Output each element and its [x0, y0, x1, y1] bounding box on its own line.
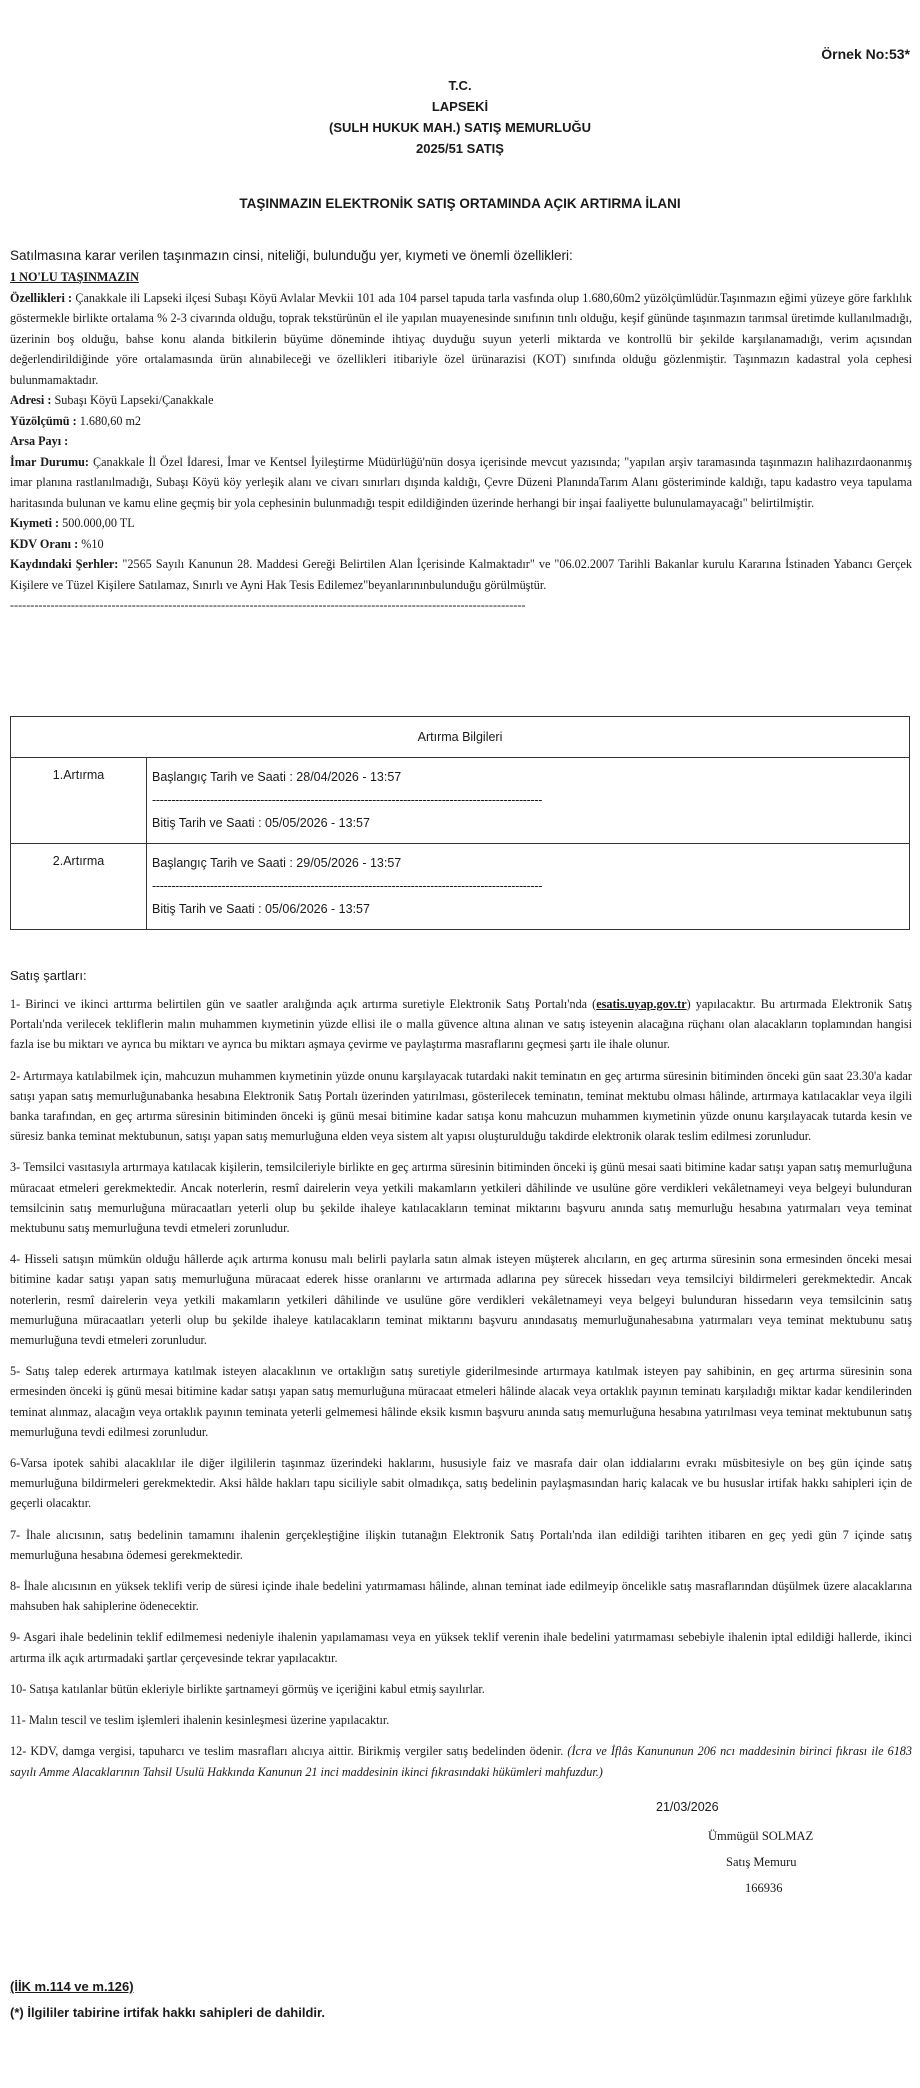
zoning-label: İmar Durumu:: [10, 454, 89, 469]
intro-text: Satılmasına karar verilen taşınmazın cinsi, niteliği, bulunduğu yer, kıymeti ve önemli özellikleri:: [10, 248, 573, 263]
condition-3: 3- Temsilci vasıtasıyla artırmaya katılacak kişilerin, temsilcileriyle birlikte en geç artırma süresinin bitiminden önceki iş günü mesai saati bitimine kadar satışı yapan satış memurluğuna müracaat etmeleri gerekmektedir. Ancak noterlerin, resmî dairelerin veya yetkili makamların yetkileri dâhilinde ve usulüne göre verdikleri vekâletnameyi veya belgeyi bulunduran temsilcinin satış memurluğuna müracaatları yeterli olup bu şekilde ihaleye katılacakların teminat miktarını başvuru anında satış memurluğu hesabına yatırmaları veya teminat mektubunu satış memurluğuna tevdi etmeleri zorunludur.: [10, 1160, 912, 1236]
sample-number: Örnek No:53*: [821, 46, 910, 62]
condition-12-note: (İcra ve İflâs Kanununun 206 ncı maddesinin birinci fıkrası ile 6183 sayılı Amme Alacaklarının Tahsil Usulü Hakkında Kanunun 21 inci maddesinin ikinci fıkrasındaki hükümleri mahfuzdur.): [10, 1744, 912, 1779]
header-tc: T.C.: [448, 78, 472, 93]
auction-row-2: [11, 844, 910, 930]
condition-12-text: 12- KDV, damga vergisi, tapuharcı ve teslim masrafları alıcıya aittir. Birikmiş vergiler satış bedelinden ödenir.: [10, 1744, 568, 1759]
condition-1-text-end: ) yapılacaktır. Bu artırmada Elektronik Satış Portalı'nda verilecek tekliflerin malın muhammen kıymetinin yüzde ellisi ile o malla güvence altına alınan ve satış isteyenin alacağına rüçhanı olan alacakların toplamından hangisi fazla ise bu miktarı ve ayrıca bu miktarı ve ayrıca bu miktarı aşmaya çevirme ve paylaştırma masraflarını geçmesi şartı ile ihale olunur.: [10, 997, 912, 1052]
condition-7: 7- İhale alıcısının, satış bedelinin tamamını ihalenin gerçekleştiğine ilişkin tutanağın Elektronik Satış Portalı'nda ilan edildiği tarihten itibaren en geç yedi gün 7 içinde satış memurluğuna hesabına ödemesi gerekmektedir.: [10, 1527, 912, 1562]
property-heading: 1 NO'LU TAŞINMAZIN: [10, 270, 139, 284]
auction-row-1: [11, 758, 910, 844]
property-zoning: [10, 452, 912, 514]
officer-name: Ümmügül SOLMAZ: [708, 1829, 814, 1843]
signature-date: 21/03/2026: [656, 1800, 719, 1814]
auction-round-dates: [147, 844, 910, 930]
address-value: Subaşı Köyü Lapseki/Çanakkale: [54, 393, 214, 407]
condition-11: 11- Malın tescil ve teslim işlemleri ihalenin kesinleşmesi üzerine yapılacaktır.: [10, 1713, 390, 1728]
auction-round-label: 2.Artırma: [11, 844, 147, 930]
property-area: [10, 411, 912, 432]
condition-8: 8- İhale alıcısının en yüksek teklifi verip de süresi içinde ihale bedelini yatırmaması hâlinde, alınan teminat iade edilmeyip öncelikle satış masraflarından düşülmek üzere alacaklarına mahsuben hak sahiplerine ödenecektir.: [10, 1579, 912, 1614]
property-share: [10, 431, 912, 452]
section-divider: -------------------------------------------------------------------------------------------------------------------------------: [10, 598, 526, 612]
page-title: TAŞINMAZIN ELEKTRONİK SATIŞ ORTAMINDA AÇIK ARTIRMA İLANI: [239, 196, 681, 211]
vat-label: KDV Oranı :: [10, 536, 79, 551]
condition-2: 2- Artırmaya katılabilmek için, mahcuzun muhammen kıymetinin yüzde onunu karşılayacak tutardaki nakit teminatın en geç artırma süresinin bitiminden önceki gün saat 23.30'a kadar satışı yapan satış memurluğunabanka hesabına Elektronik Satış Portalı üzerinden yatırılması, gösterilecek teminatın, teminat mektubu olması hâlinde, artırmaya katılacaklar veya ilgili banka tarafından, en geç artırma süresinin bitiminden önceki iş günü mesai bitimine kadar satışa konu mahcuzun muhammen kıymetinin yüzde onunu karşılayacak tutarda kesin ve süresiz banka teminat mektubunun, satışı yapan satış memurluğuna elden veya sistem alt yapısı oluşturulduğu takdirde elektronik olarak teslim edilmesi zorunludur.: [10, 1068, 912, 1144]
property-features: [10, 288, 912, 391]
property-value: [10, 513, 912, 534]
property-vat: [10, 534, 912, 555]
property-address: [10, 390, 912, 411]
condition-9: 9- Asgari ihale bedelinin teklif edilmemesi nedeniyle ihalenin yapılamaması veya en yüksek teklif verenin ihale bedelini yatırmaması sebebiyle ihalenin iptal edildiği hallerde, ikinci artırma ilk açık artırmadaki şartlar çerçevesinde tekrar yapılacaktır.: [10, 1630, 912, 1665]
auction-start-datetime: Başlangıç Tarih ve Saati : 29/05/2026 - 13:57: [152, 856, 402, 870]
property-records: [10, 554, 912, 595]
esatis-link[interactable]: esatis.uyap.gov.tr: [596, 997, 687, 1011]
features-label: Özellikleri :: [10, 290, 73, 305]
records-label: Kaydındaki Şerhler:: [10, 557, 119, 571]
header-office: (SULH HUKUK MAH.) SATIŞ MEMURLUĞU: [329, 120, 591, 135]
officer-title: Satış Memuru: [726, 1855, 797, 1869]
auction-round-dates: [147, 758, 910, 844]
conditions-title: Satış şartları:: [10, 968, 87, 983]
auction-end-datetime: Bitiş Tarih ve Saati : 05/06/2026 - 13:57: [152, 902, 370, 916]
auction-divider: -----------------------------------------------------------------------------------------------------: [152, 879, 543, 893]
condition-4: 4- Hisseli satışın mümkün olduğu hâllerde açık artırma konusu malı belirli paylarla satın almak isteyen müşterek alıcıların, en geç artırma süresinin sona ermesinden önceki mesai bitimine kadar satışı yapan satış memurluğuna müracaat ederek hisse oranlarını ve artırmada adlarına pey sürecek hissedarı veya temsilciyi bildirmeleri gerekmektedir. Ancak noterlerin, resmî dairelerin veya yetkili makamların yetkileri dâhilinde ve usulüne göre verdikleri vekâletnameyi veya belgeyi bulunduran hissedarın veya temsilcinin satış memurluğuna müracaatları yeterli olup bu şekilde ihaleye katılacakların teminat miktarını başvuru anındasatış memurluğunahesabına yatırmaları veya teminat mektubunu satış memurluğuna tevdi etmeleri zorunludur.: [10, 1252, 912, 1348]
document-header: [0, 75, 920, 159]
value-amount: 500.000,00 TL: [62, 516, 135, 530]
area-value: 1.680,60 m2: [79, 413, 142, 428]
condition-1: [10, 994, 912, 1055]
condition-10: 10- Satışa katılanlar bütün ekleriyle birlikte şartnameyi görmüş ve içeriğini kabul etmiş sayılırlar.: [10, 1681, 485, 1696]
header-file-no: 2025/51 SATIŞ: [416, 141, 504, 156]
sale-conditions: [10, 994, 912, 1793]
header-district: LAPSEKİ: [431, 99, 489, 114]
condition-12: [10, 1741, 912, 1781]
auction-table: [10, 716, 910, 930]
auction-round-label: 1.Artırma: [11, 758, 147, 844]
condition-1-text: 1- Birinci ve ikinci arttırma belirtilen gün ve saatler aralığında açık artırma suretiyle Elektronik Satış Portalı'nda (: [10, 997, 597, 1011]
features-text: Çanakkale ili Lapseki ilçesi Subaşı Köyü Avlalar Mevkii 101 ada 104 parsel tapuda tarla vasfında olup 1.680,60m2 yüzölçümlüdür.Taşınmazın eğimi yüzeye göre farklılık göstermekle birlikte ortalama % 2-3 civarında olduğu, toprak tekstürünün el ile yapılan muayenesinde sınıfının tınlı olduğu, keşif gününde taşınmazın tarımsal üretimde kullanılmadığı, üzerinin boş olduğu, bahse konu alanda bitkilerin büyüme döneminde ihtiyaç duyduğu suyun yeterli miktarda ve kontrollü bir şekilde karşılanamadığı, verim açısından değerlendirildiğinde yöre ortalamasında ürün alınabileceği ve özellikleri itibariyle özel ürünarazisi (KOT) sınıfında olduğu gözlenmiştir. Taşınmazın kadastral yola cephesi bulunmamaktadır.: [10, 290, 913, 387]
auction-divider: -----------------------------------------------------------------------------------------------------: [152, 793, 543, 807]
area-label: Yüzölçümü :: [10, 413, 77, 428]
zoning-text: Çanakkale İl Özel İdaresi, İmar ve Kentsel İyileştirme Müdürlüğü'nün dosya içerisinde mevcut yazısında; "yapılan arşiv taramasında taşınmazın halihazırdaonanmış imar planına rastlanılmadığı, Subaşı Köyü köy yerleşik alanı ve civarı sınırları dışında kaldığı, Çevre Düzeni PlanındaTarım Alanı gösteriminde kaldığı, tapu kadastro veya tapulama haritasında bulunan ve kamu eline geçmiş bir yola cephesinin bulunmadığı tespit edildiğinden üzerinde herhangi bir inşai faaliyette bulunulamayacağı" belirtilmiştir.: [10, 454, 913, 510]
condition-6: 6-Varsa ipotek sahibi alacaklılar ile diğer ilgililerin taşınmaz üzerindeki haklarını, hususiyle faiz ve masrafa dair olan iddialarını evrakı müsbitesiyle on beş gün içinde satış memurluğuna bildirmeleri gerekmektedir. Aksi hâlde hakları tapu siciliyle sabit olmadıkça, satış bedelinin paylaşmasından hariç kalacak ve bu hususlar irtifak hakkı sahipleri için de geçerli olacaktır.: [10, 1456, 912, 1511]
auction-start-datetime: Başlangıç Tarih ve Saati : 28/04/2026 - 13:57: [152, 770, 402, 784]
property-details: [10, 267, 912, 616]
value-label: Kıymeti :: [10, 516, 60, 530]
address-label: Adresi :: [10, 393, 52, 407]
auction-end-datetime: Bitiş Tarih ve Saati : 05/05/2026 - 13:57: [152, 816, 370, 830]
law-reference: (İİK m.114 ve m.126): [10, 1979, 134, 1994]
officer-number: 166936: [745, 1881, 783, 1895]
share-label: Arsa Payı :: [10, 434, 69, 448]
condition-5: 5- Satış talep ederek artırmaya katılmak isteyen alacaklının ve ortaklığın satış suretiyle giderilmesinde artırmaya katılmak isteyen pay sahibinin, en geç artırma süresinin sona ermesinden önceki iş günü mesai bitimine kadar satışı yapan satış memurluğuna müracaat etmeleri hâlinde alacak veya ortaklık payının teminatı karşıladığı miktar kadar kendilerinden teminat alınmaz, alacağın veya ortaklık payının teminata yeterli gelmemesi hâlinde eksik kısmın başvuru anında satış memurluğuna hesabına yatırılması veya teminat mektubunun satış memurluğuna tevdi edilmesi zorunludur.: [10, 1364, 912, 1439]
footnote: (*) İlgililer tabirine irtifak hakkı sahipleri de dahildir.: [10, 2005, 325, 2020]
auction-table-header: Artırma Bilgileri: [11, 717, 910, 758]
records-text: "2565 Sayılı Kanunun 28. Maddesi Gereği Belirtilen Alan İçerisinde Kalmaktadır" ve "06.02.2007 Tarihli Bakanlar kurulu Kararına İstinaden Yabancı Gerçek Kişilere ve Tüzel Kişilere Satılamaz, Sınırlı ve Ayni Hak Tesis Edilemez"beyanlarınınbulunduğu görülmüştür.: [10, 557, 912, 592]
vat-value: %10: [81, 536, 104, 551]
